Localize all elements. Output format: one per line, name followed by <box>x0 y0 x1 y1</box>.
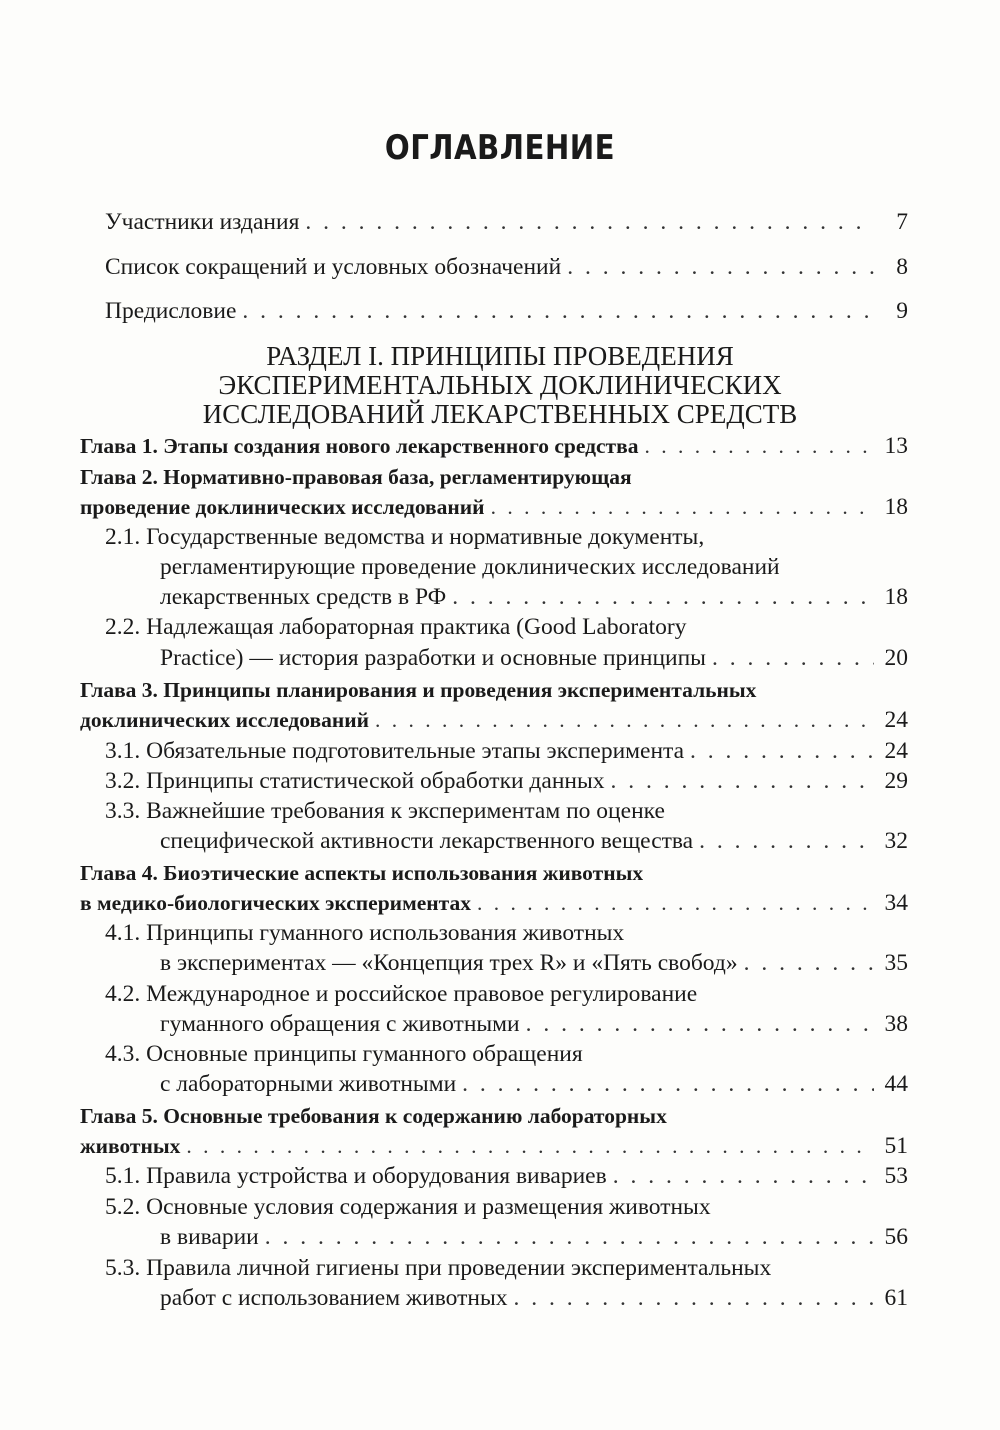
toc-entry-page: 24 <box>884 738 908 764</box>
toc-entry-text: проведение доклинических исследований <box>80 495 485 519</box>
toc-subsection-4-1-line1: 4.1. Принципы гуманного использования животных <box>105 920 625 946</box>
toc-subsection-5-3 <box>160 1284 908 1313</box>
toc-entry-text: лекарственных средств в РФ <box>160 584 447 610</box>
dot-leader <box>265 1223 874 1252</box>
dot-leader <box>526 1010 874 1039</box>
page-title: ОГЛАВЛЕНИЕ <box>384 128 616 168</box>
toc-entry-page: 32 <box>884 828 908 854</box>
toc-entry-text: Список сокращений и условных обозначений <box>105 254 562 280</box>
toc-entry-text: 5.1. Правила устройства и оборудования вивариев <box>105 1163 607 1189</box>
toc-subsection-3-1 <box>105 737 908 766</box>
toc-chapter-2 <box>80 493 908 522</box>
dot-leader <box>690 737 874 766</box>
toc-entry-text: в виварии <box>160 1224 259 1250</box>
toc-entry-page: 61 <box>884 1285 908 1311</box>
toc-subsection-5-2-line1: 5.2. Основные условия содержания и размещения животных <box>105 1194 711 1220</box>
toc-entry-page: 13 <box>884 433 908 459</box>
toc-chapter-5 <box>80 1132 908 1161</box>
toc-entry-text: Предисловие <box>105 298 237 324</box>
toc-subsection-4-3-line1: 4.3. Основные принципы гуманного обращения <box>105 1041 583 1067</box>
toc-entry-text: работ с использованием животных <box>160 1285 508 1311</box>
toc-subsection-3-2 <box>105 767 908 796</box>
section-heading-line: ЭКСПЕРИМЕНТАЛЬНЫХ ДОКЛИНИЧЕСКИХ <box>218 370 782 400</box>
toc-entry <box>105 297 908 326</box>
dot-leader <box>514 1284 874 1313</box>
toc-entry-page: 51 <box>884 1133 908 1159</box>
toc-entry-page: 38 <box>884 1011 908 1037</box>
toc-subsection-4-2-line1: 4.2. Международное и российское правовое регулирование <box>105 981 698 1007</box>
dot-leader <box>186 1132 874 1161</box>
toc-entry-text: Practice) — история разработки и основные принципы <box>160 645 706 671</box>
toc-entry-text: гуманного обращения с животными <box>160 1011 520 1037</box>
toc-chapter-3-line1: Глава 3. Принципы планирования и проведения экспериментальных <box>80 678 757 702</box>
toc-entry-page: 7 <box>896 209 908 235</box>
toc-entry-page: 53 <box>884 1163 908 1189</box>
toc-entry-page: 20 <box>884 645 908 671</box>
toc-subsection-4-3 <box>160 1070 908 1099</box>
toc-subsection-3-3 <box>160 827 908 856</box>
toc-entry-page: 56 <box>884 1224 908 1250</box>
dot-leader <box>744 949 874 978</box>
dot-leader <box>613 1162 874 1191</box>
toc-entry-text: Участники издания <box>105 209 300 235</box>
toc-chapter-5-line1: Глава 5. Основные требования к содержанию лабораторных <box>80 1104 667 1128</box>
toc-entry-page: 44 <box>884 1071 908 1097</box>
toc-entry-text: доклинических исследований <box>80 708 370 732</box>
toc-subsection-5-3-line1: 5.3. Правила личной гигиены при проведении экспериментальных <box>105 1255 772 1281</box>
toc-chapter-1 <box>80 432 908 461</box>
toc-entry-text: 3.2. Принципы статистической обработки данных <box>105 768 605 794</box>
dot-leader <box>477 889 874 918</box>
dot-leader <box>242 297 874 326</box>
toc-entry-page: 24 <box>884 707 908 733</box>
toc-entry-page: 18 <box>884 584 908 610</box>
toc-entry-page: 18 <box>884 494 908 520</box>
toc-subsection-2-1-line1: 2.1. Государственные ведомства и нормативные документы, <box>105 524 705 550</box>
dot-leader <box>305 208 874 237</box>
toc-entry-text: специфической активности лекарственного вещества <box>160 828 694 854</box>
toc-entry-page: 35 <box>884 950 908 976</box>
dot-leader <box>644 432 874 461</box>
dot-leader <box>462 1070 874 1099</box>
toc-entry-text: Глава 1. Этапы создания нового лекарственного средства <box>80 434 639 458</box>
toc-chapter-2-line1: Глава 2. Нормативно-правовая база, регламентирующая <box>80 465 632 489</box>
toc-entry-page: 9 <box>896 298 908 324</box>
toc-entry-page: 34 <box>884 890 908 916</box>
toc-chapter-3 <box>80 706 908 735</box>
toc-subsection-2-2-line1: 2.2. Надлежащая лабораторная практика (Good Laboratory <box>105 614 687 640</box>
toc-subsection-4-2 <box>160 1010 908 1039</box>
toc-entry <box>105 208 908 237</box>
toc-entry-text: животных <box>80 1134 181 1158</box>
toc-entry-text: 3.1. Обязательные подготовительные этапы эксперимента <box>105 738 685 764</box>
toc-entry-text: в экспериментах — «Концепция трех R» и «Пять свобод» <box>160 950 738 976</box>
toc-subsection-2-1-line2: регламентирующие проведение доклинических исследований <box>160 554 780 580</box>
toc-subsection-5-2 <box>160 1223 908 1252</box>
toc-subsection-4-1 <box>160 949 908 978</box>
toc-subsection-2-2 <box>160 644 908 673</box>
toc-entry-page: 8 <box>896 254 908 280</box>
dot-leader <box>567 253 874 282</box>
toc-subsection-3-3-line1: 3.3. Важнейшие требования к экспериментам по оценке <box>105 798 665 824</box>
section-heading-line: ИССЛЕДОВАНИЙ ЛЕКАРСТВЕННЫХ СРЕДСТВ <box>202 399 798 429</box>
toc-entry-page: 29 <box>884 768 908 794</box>
toc-subsection-5-1 <box>105 1162 908 1191</box>
dot-leader <box>452 583 874 612</box>
dot-leader <box>611 767 874 796</box>
toc-entry-text: в медико-биологических экспериментах <box>80 891 471 915</box>
toc-subsection-2-1 <box>160 583 908 612</box>
section-heading-line: РАЗДЕЛ I. ПРИНЦИПЫ ПРОВЕДЕНИЯ <box>266 341 734 371</box>
toc-entry-text: с лабораторными животными <box>160 1071 457 1097</box>
dot-leader <box>491 493 874 522</box>
toc-chapter-4 <box>80 889 908 918</box>
section-heading <box>0 342 1000 429</box>
dot-leader <box>712 644 874 673</box>
toc-entry <box>105 253 908 282</box>
toc-chapter-4-line1: Глава 4. Биоэтические аспекты использования животных <box>80 861 644 885</box>
dot-leader <box>375 706 874 735</box>
dot-leader <box>699 827 874 856</box>
